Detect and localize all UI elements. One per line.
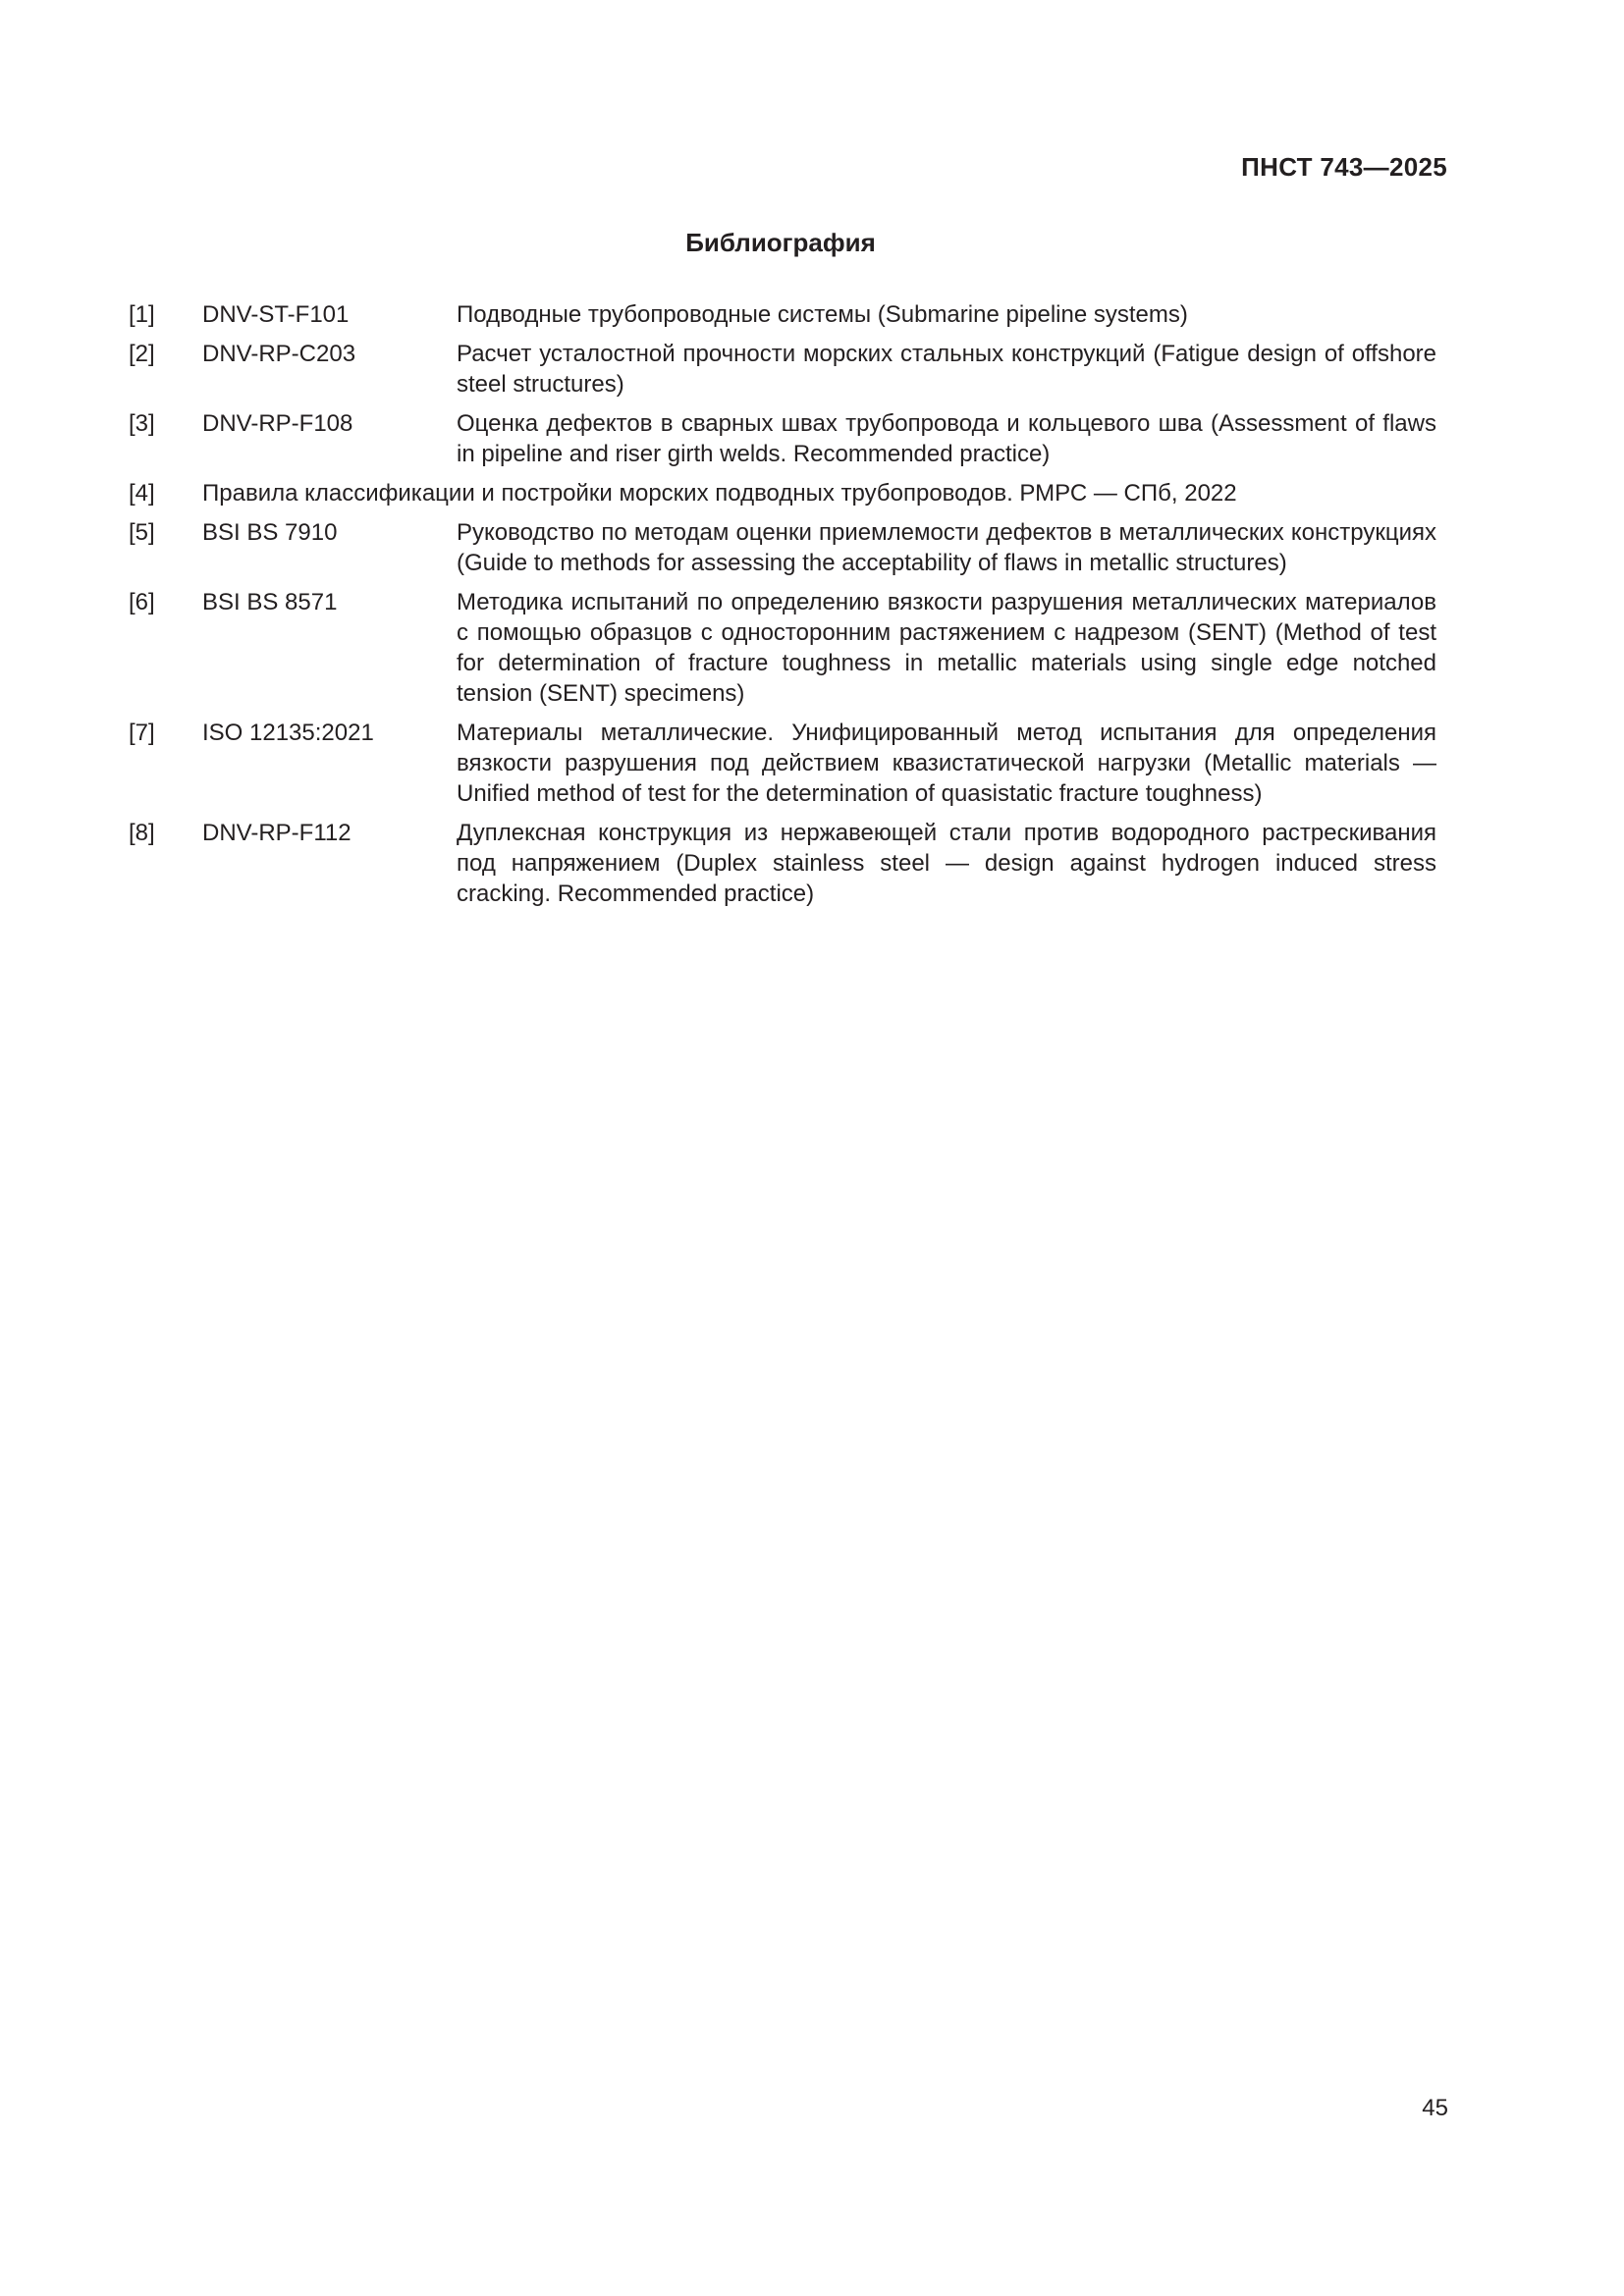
entry-description: Подводные трубопроводные системы (Submarine pipeline systems) bbox=[457, 301, 1188, 328]
entry-description: Дуплексная конструкция из нержавеющей стали против водородного растрескивания под напряжением (Duplex stainless steel — design against hydrogen induced stress cracking. Recommended practice) bbox=[457, 820, 1436, 907]
bibliography-entry-2 bbox=[129, 339, 1436, 400]
entry-description: Материалы металлические. Унифицированный метод испытания для определения вязкости разрушения под действием квазистатической нагрузки (Metallic materials — Unified method of test for the determination of quasistatic fracture toughness) bbox=[457, 720, 1436, 807]
bibliography-entry-3 bbox=[129, 408, 1436, 469]
entry-description: Расчет усталостной прочности морских стальных конструкций (Fatigue design of offshore steel structures) bbox=[457, 341, 1436, 398]
entry-code: DNV-RP-F112 bbox=[202, 820, 352, 846]
entry-number: [2] bbox=[129, 341, 155, 367]
entry-full-text: Правила классификации и постройки морских подводных трубопроводов. РМРС — СПб, 2022 bbox=[202, 480, 1237, 507]
page-title: Библиография bbox=[685, 228, 876, 257]
document-code: ПНСТ 743—2025 bbox=[1241, 152, 1447, 182]
entry-number: [1] bbox=[129, 301, 155, 328]
entry-number: [7] bbox=[129, 720, 155, 746]
entry-code: BSI BS 8571 bbox=[202, 589, 338, 615]
bibliography-list bbox=[129, 299, 1436, 918]
entry-code: DNV-RP-F108 bbox=[202, 410, 353, 437]
entry-description: Оценка дефектов в сварных швах трубопровода и кольцевого шва (Assessment of flaws in pipeline and riser girth welds. Recommended practice) bbox=[457, 410, 1436, 467]
entry-code: DNV-ST-F101 bbox=[202, 301, 350, 328]
bibliography-entry-5 bbox=[129, 517, 1436, 578]
entry-number: [4] bbox=[129, 480, 155, 507]
entry-description: Методика испытаний по определению вязкости разрушения металлических материалов с помощью образцов с односторонним растяжением с надрезом (SENT) (Method of test for determination of fracture toughness in metallic materials using single edge notched tension (SENT) specimens) bbox=[457, 589, 1436, 707]
entry-code: DNV-RP-C203 bbox=[202, 341, 356, 367]
entry-description: Руководство по методам оценки приемлемости дефектов в металлических конструкциях (Guide to methods for assessing the acceptability of flaws in metallic structures) bbox=[457, 519, 1436, 576]
bibliography-entry-6 bbox=[129, 587, 1436, 709]
entry-number: [6] bbox=[129, 589, 155, 615]
page-number: 45 bbox=[1422, 2095, 1448, 2121]
entry-number: [5] bbox=[129, 519, 155, 546]
entry-number: [8] bbox=[129, 820, 155, 846]
entry-code: ISO 12135:2021 bbox=[202, 720, 374, 746]
bibliography-entry-4 bbox=[129, 478, 1436, 508]
bibliography-entry-7 bbox=[129, 718, 1436, 809]
bibliography-entry-1 bbox=[129, 299, 1436, 330]
entry-number: [3] bbox=[129, 410, 155, 437]
entry-code: BSI BS 7910 bbox=[202, 519, 338, 546]
bibliography-entry-8 bbox=[129, 818, 1436, 909]
